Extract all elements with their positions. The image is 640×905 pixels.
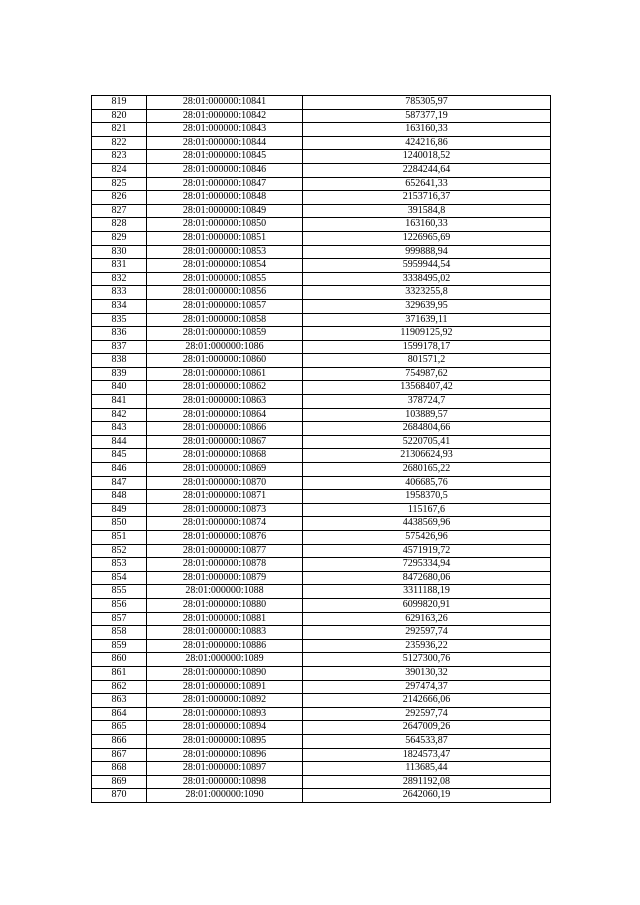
cadastral-number-cell: 28:01:000000:10844 [147, 136, 303, 150]
cadastral-number-cell: 28:01:000000:10886 [147, 639, 303, 653]
cadastral-number-cell: 28:01:000000:10874 [147, 517, 303, 531]
row-number-cell: 826 [92, 191, 147, 205]
table-row [92, 231, 551, 245]
value-cell: 564533,87 [303, 734, 551, 748]
cadastral-number-cell: 28:01:000000:10877 [147, 544, 303, 558]
table-row [92, 653, 551, 667]
cadastral-number-cell: 28:01:000000:10883 [147, 626, 303, 640]
row-number-cell: 851 [92, 531, 147, 545]
table-row [92, 408, 551, 422]
table-row [92, 367, 551, 381]
value-cell: 5959944,54 [303, 259, 551, 273]
value-cell: 5127300,76 [303, 653, 551, 667]
row-number-cell: 863 [92, 694, 147, 708]
value-cell: 1240018,52 [303, 150, 551, 164]
table-row [92, 721, 551, 735]
table-row [92, 694, 551, 708]
row-number-cell: 857 [92, 612, 147, 626]
value-cell: 2680165,22 [303, 463, 551, 477]
row-number-cell: 836 [92, 327, 147, 341]
row-number-cell: 846 [92, 463, 147, 477]
table-row [92, 259, 551, 273]
table-row [92, 626, 551, 640]
cadastral-number-cell: 28:01:000000:10842 [147, 109, 303, 123]
value-cell: 11909125,92 [303, 327, 551, 341]
cadastral-number-cell: 28:01:000000:10880 [147, 598, 303, 612]
cadastral-number-cell: 28:01:000000:1089 [147, 653, 303, 667]
cadastral-number-cell: 28:01:000000:10854 [147, 259, 303, 273]
value-cell: 6099820,91 [303, 598, 551, 612]
table-row [92, 204, 551, 218]
cadastral-number-cell: 28:01:000000:10881 [147, 612, 303, 626]
row-number-cell: 843 [92, 422, 147, 436]
row-number-cell: 868 [92, 762, 147, 776]
cadastral-number-cell: 28:01:000000:10895 [147, 734, 303, 748]
value-cell: 629163,26 [303, 612, 551, 626]
cadastral-number-cell: 28:01:000000:10841 [147, 96, 303, 110]
cadastral-number-cell: 28:01:000000:10878 [147, 558, 303, 572]
table-row [92, 109, 551, 123]
row-number-cell: 850 [92, 517, 147, 531]
cadastral-number-cell: 28:01:000000:10873 [147, 503, 303, 517]
cadastral-number-cell: 28:01:000000:1086 [147, 340, 303, 354]
value-cell: 292597,74 [303, 626, 551, 640]
row-number-cell: 822 [92, 136, 147, 150]
value-cell: 652641,33 [303, 177, 551, 191]
table-row [92, 313, 551, 327]
value-cell: 2647009,26 [303, 721, 551, 735]
row-number-cell: 825 [92, 177, 147, 191]
cadastral-number-cell: 28:01:000000:10863 [147, 395, 303, 409]
cadastral-number-cell: 28:01:000000:10856 [147, 286, 303, 300]
value-cell: 2642060,19 [303, 789, 551, 803]
cadastral-number-cell: 28:01:000000:10866 [147, 422, 303, 436]
cadastral-number-cell: 28:01:000000:10859 [147, 327, 303, 341]
cadastral-number-cell: 28:01:000000:10843 [147, 123, 303, 137]
table-row [92, 327, 551, 341]
row-number-cell: 864 [92, 707, 147, 721]
cadastral-number-cell: 28:01:000000:10847 [147, 177, 303, 191]
row-number-cell: 870 [92, 789, 147, 803]
table-row [92, 177, 551, 191]
row-number-cell: 831 [92, 259, 147, 273]
cadastral-number-cell: 28:01:000000:10849 [147, 204, 303, 218]
cadastral-number-cell: 28:01:000000:10892 [147, 694, 303, 708]
cadastral-number-cell: 28:01:000000:1090 [147, 789, 303, 803]
row-number-cell: 833 [92, 286, 147, 300]
row-number-cell: 861 [92, 666, 147, 680]
row-number-cell: 853 [92, 558, 147, 572]
table-row [92, 191, 551, 205]
cadastral-number-cell: 28:01:000000:10848 [147, 191, 303, 205]
cadastral-number-cell: 28:01:000000:10851 [147, 231, 303, 245]
table-row [92, 531, 551, 545]
table-row [92, 163, 551, 177]
value-cell: 424216,86 [303, 136, 551, 150]
table-row [92, 680, 551, 694]
value-cell: 2684804,66 [303, 422, 551, 436]
row-number-cell: 869 [92, 775, 147, 789]
value-cell: 1226965,69 [303, 231, 551, 245]
value-cell: 754987,62 [303, 367, 551, 381]
cadastral-number-cell: 28:01:000000:10890 [147, 666, 303, 680]
cadastral-number-cell: 28:01:000000:10858 [147, 313, 303, 327]
table-row [92, 150, 551, 164]
cadastral-number-cell: 28:01:000000:10845 [147, 150, 303, 164]
value-cell: 1599178,17 [303, 340, 551, 354]
table-row [92, 639, 551, 653]
value-cell: 406685,76 [303, 476, 551, 490]
table-row [92, 476, 551, 490]
row-number-cell: 860 [92, 653, 147, 667]
cadastral-number-cell: 28:01:000000:10853 [147, 245, 303, 259]
table-row [92, 490, 551, 504]
row-number-cell: 824 [92, 163, 147, 177]
table-row [92, 558, 551, 572]
table-row [92, 585, 551, 599]
cadastral-value-table [91, 95, 551, 803]
cadastral-number-cell: 28:01:000000:10855 [147, 272, 303, 286]
value-cell: 999888,94 [303, 245, 551, 259]
row-number-cell: 834 [92, 299, 147, 313]
table-row [92, 517, 551, 531]
cadastral-number-cell: 28:01:000000:10876 [147, 531, 303, 545]
value-cell: 1824573,47 [303, 748, 551, 762]
table-row [92, 340, 551, 354]
cadastral-number-cell: 28:01:000000:10891 [147, 680, 303, 694]
row-number-cell: 848 [92, 490, 147, 504]
row-number-cell: 859 [92, 639, 147, 653]
row-number-cell: 839 [92, 367, 147, 381]
value-cell: 390130,32 [303, 666, 551, 680]
cadastral-number-cell: 28:01:000000:10896 [147, 748, 303, 762]
row-number-cell: 844 [92, 435, 147, 449]
table-row [92, 136, 551, 150]
value-cell: 587377,19 [303, 109, 551, 123]
value-cell: 801571,2 [303, 354, 551, 368]
table-row [92, 612, 551, 626]
cadastral-number-cell: 28:01:000000:10871 [147, 490, 303, 504]
row-number-cell: 830 [92, 245, 147, 259]
table-row [92, 422, 551, 436]
row-number-cell: 845 [92, 449, 147, 463]
table-row [92, 463, 551, 477]
row-number-cell: 840 [92, 381, 147, 395]
table-row [92, 96, 551, 110]
value-cell: 235936,22 [303, 639, 551, 653]
cadastral-number-cell: 28:01:000000:10879 [147, 571, 303, 585]
value-cell: 2891192,08 [303, 775, 551, 789]
row-number-cell: 856 [92, 598, 147, 612]
row-number-cell: 828 [92, 218, 147, 232]
value-cell: 575426,96 [303, 531, 551, 545]
row-number-cell: 858 [92, 626, 147, 640]
value-cell: 13568407,42 [303, 381, 551, 395]
table-row [92, 789, 551, 803]
value-cell: 329639,95 [303, 299, 551, 313]
value-cell: 3323255,8 [303, 286, 551, 300]
value-cell: 113685,44 [303, 762, 551, 776]
row-number-cell: 865 [92, 721, 147, 735]
table-row [92, 286, 551, 300]
row-number-cell: 847 [92, 476, 147, 490]
value-cell: 21306624,93 [303, 449, 551, 463]
cadastral-number-cell: 28:01:000000:10861 [147, 367, 303, 381]
row-number-cell: 832 [92, 272, 147, 286]
table-row [92, 395, 551, 409]
table-row [92, 354, 551, 368]
table-row [92, 381, 551, 395]
cadastral-number-cell: 28:01:000000:1088 [147, 585, 303, 599]
value-cell: 103889,57 [303, 408, 551, 422]
table-row [92, 571, 551, 585]
row-number-cell: 838 [92, 354, 147, 368]
row-number-cell: 842 [92, 408, 147, 422]
table-row [92, 775, 551, 789]
row-number-cell: 821 [92, 123, 147, 137]
table-row [92, 707, 551, 721]
row-number-cell: 862 [92, 680, 147, 694]
value-cell: 391584,8 [303, 204, 551, 218]
value-cell: 297474,37 [303, 680, 551, 694]
row-number-cell: 867 [92, 748, 147, 762]
row-number-cell: 854 [92, 571, 147, 585]
table-row [92, 503, 551, 517]
value-cell: 163160,33 [303, 218, 551, 232]
row-number-cell: 841 [92, 395, 147, 409]
value-cell: 378724,7 [303, 395, 551, 409]
cadastral-number-cell: 28:01:000000:10857 [147, 299, 303, 313]
cadastral-number-cell: 28:01:000000:10893 [147, 707, 303, 721]
row-number-cell: 829 [92, 231, 147, 245]
value-cell: 5220705,41 [303, 435, 551, 449]
table-row [92, 299, 551, 313]
table-row [92, 748, 551, 762]
value-cell: 4438569,96 [303, 517, 551, 531]
cadastral-number-cell: 28:01:000000:10864 [147, 408, 303, 422]
row-number-cell: 849 [92, 503, 147, 517]
value-cell: 3311188,19 [303, 585, 551, 599]
table-row [92, 435, 551, 449]
row-number-cell: 820 [92, 109, 147, 123]
value-cell: 2142666,06 [303, 694, 551, 708]
row-number-cell: 827 [92, 204, 147, 218]
value-cell: 163160,33 [303, 123, 551, 137]
value-cell: 1958370,5 [303, 490, 551, 504]
value-cell: 3338495,02 [303, 272, 551, 286]
value-cell: 8472680,06 [303, 571, 551, 585]
cadastral-number-cell: 28:01:000000:10867 [147, 435, 303, 449]
table-row [92, 272, 551, 286]
row-number-cell: 835 [92, 313, 147, 327]
value-cell: 7295334,94 [303, 558, 551, 572]
table-row [92, 449, 551, 463]
cadastral-number-cell: 28:01:000000:10860 [147, 354, 303, 368]
table-row [92, 245, 551, 259]
cadastral-number-cell: 28:01:000000:10850 [147, 218, 303, 232]
table-row [92, 666, 551, 680]
cadastral-number-cell: 28:01:000000:10898 [147, 775, 303, 789]
value-cell: 292597,74 [303, 707, 551, 721]
row-number-cell: 866 [92, 734, 147, 748]
value-cell: 115167,6 [303, 503, 551, 517]
cadastral-number-cell: 28:01:000000:10846 [147, 163, 303, 177]
table-body [92, 96, 551, 803]
value-cell: 4571919,72 [303, 544, 551, 558]
value-cell: 785305,97 [303, 96, 551, 110]
cadastral-number-cell: 28:01:000000:10870 [147, 476, 303, 490]
cadastral-number-cell: 28:01:000000:10869 [147, 463, 303, 477]
table-row [92, 734, 551, 748]
cadastral-number-cell: 28:01:000000:10868 [147, 449, 303, 463]
value-cell: 371639,11 [303, 313, 551, 327]
row-number-cell: 855 [92, 585, 147, 599]
cadastral-number-cell: 28:01:000000:10897 [147, 762, 303, 776]
row-number-cell: 819 [92, 96, 147, 110]
value-cell: 2153716,37 [303, 191, 551, 205]
table-row [92, 762, 551, 776]
cadastral-number-cell: 28:01:000000:10862 [147, 381, 303, 395]
table-row [92, 598, 551, 612]
table-row [92, 218, 551, 232]
table-row [92, 123, 551, 137]
cadastral-number-cell: 28:01:000000:10894 [147, 721, 303, 735]
table-row [92, 544, 551, 558]
value-cell: 2284244,64 [303, 163, 551, 177]
row-number-cell: 852 [92, 544, 147, 558]
row-number-cell: 837 [92, 340, 147, 354]
row-number-cell: 823 [92, 150, 147, 164]
